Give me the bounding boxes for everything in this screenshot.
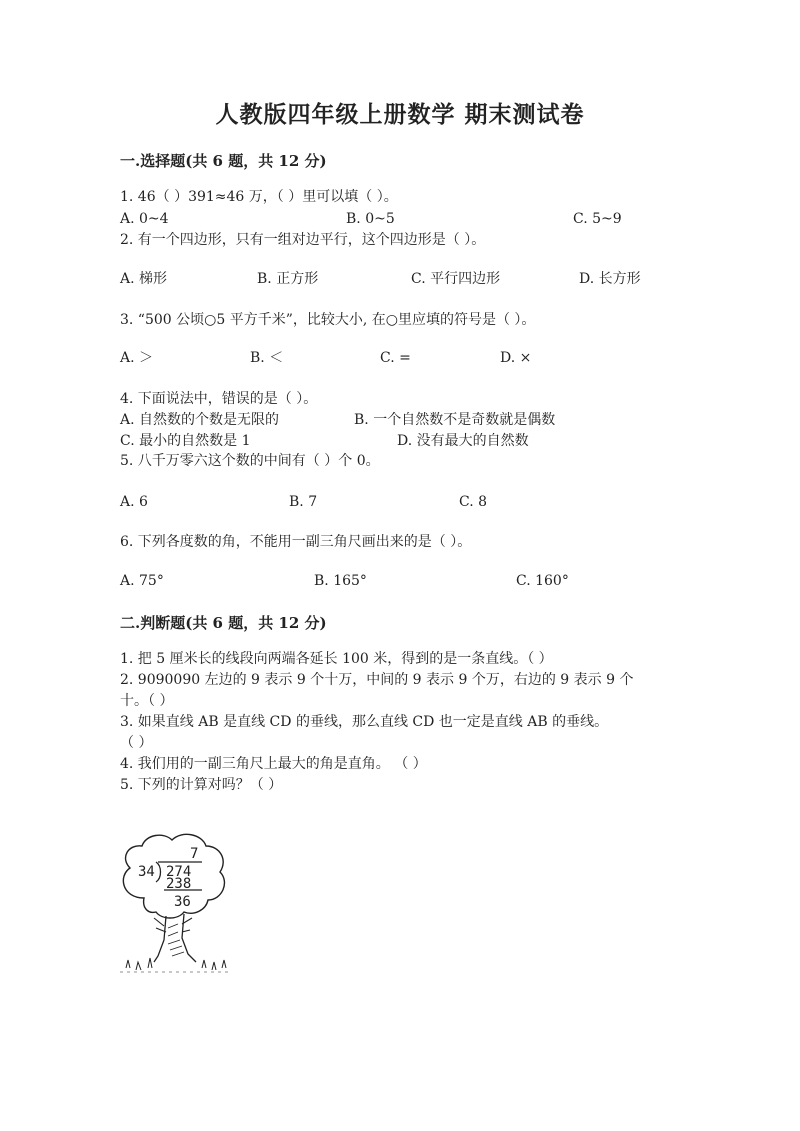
question-3-option-a: A. ＞: [120, 350, 154, 366]
question-6-option-c: C. 160°: [516, 573, 569, 589]
judgement-1: 1. 把 5 厘米长的线段向两端各延长 100 米，得到的是一条直线。（ ）: [120, 651, 553, 667]
question-4-option-c: C. 最小的自然数是 1: [120, 433, 251, 449]
judgement-5: 5. 下列的计算对吗？（ ）: [120, 777, 283, 793]
question-1-option-a: A. 0~4: [120, 211, 169, 227]
question-2-option-d: D. 长方形: [579, 271, 641, 287]
question-5-option-b: B. 7: [289, 494, 318, 510]
division-remainder: 36: [174, 894, 191, 910]
question-3-option-b: B. ＜: [250, 350, 284, 366]
tree-drawing: [112, 828, 236, 984]
question-5-option-a: A. 6: [120, 494, 148, 510]
question-4-option-b: B. 一个自然数不是奇数就是偶数: [354, 412, 556, 428]
question-2-option-c: C. 平行四边形: [411, 271, 501, 287]
section-heading-choice: 一.选择题(共 6 题，共 12 分): [120, 152, 327, 170]
question-1-stem: 1. 46（ ）391≈46 万，（ ）里可以填（ ）。: [120, 189, 398, 205]
judgement-3-line-1: 3. 如果直线 AB 是直线 CD 的垂线，那么直线 CD 也一定是直线 AB 的垂线。: [120, 714, 609, 730]
tree-division-illustration: [112, 828, 236, 984]
question-4-stem: 4. 下面说法中，错误的是（ ）。: [120, 391, 318, 407]
question-6-stem: 6. 下列各度数的角，不能用一副三角尺画出来的是（ ）。: [120, 534, 472, 550]
question-3-stem: 3. “500 公顷○5 平方千米”，比较大小, 在○里应填的符号是（ ）。: [120, 312, 536, 328]
question-4-option-a: A. 自然数的个数是无限的: [120, 412, 280, 428]
question-1-option-c: C. 5~9: [573, 211, 622, 227]
question-3-option-c: C. =: [380, 350, 411, 366]
division-dividend: 274: [166, 864, 192, 880]
judgement-2-line-2: 十。（ ）: [120, 693, 174, 709]
question-2-option-a: A. 梯形: [120, 271, 168, 287]
question-6-option-b: B. 165°: [314, 573, 367, 589]
division-product: 238: [166, 876, 192, 892]
question-2-option-b: B. 正方形: [257, 271, 319, 287]
page-title: 人教版四年级上册数学 期末测试卷: [215, 101, 585, 128]
division-quotient: 7: [190, 846, 199, 862]
judgement-3-line-2: （ ）: [120, 735, 153, 751]
question-6-option-a: A. 75°: [120, 573, 164, 589]
judgement-2-line-1: 2. 9090090 左边的 9 表示 9 个十万，中间的 9 表示 9 个万，右边的 9 表示 9 个: [120, 672, 634, 688]
section-heading-judgement: 二.判断题(共 6 题，共 12 分): [120, 614, 327, 632]
judgement-4: 4. 我们用的一副三角尺上最大的角是直角。 （ ）: [120, 756, 427, 772]
question-5-stem: 5. 八千万零六这个数的中间有（ ）个 0。: [120, 453, 380, 469]
question-3-option-d: D. ×: [500, 350, 532, 366]
division-divisor: 34: [138, 864, 155, 880]
question-4-option-d: D. 没有最大的自然数: [397, 433, 529, 449]
question-2-stem: 2. 有一个四边形，只有一组对边平行，这个四边形是（ ）。: [120, 232, 486, 248]
question-5-option-c: C. 8: [459, 494, 488, 510]
question-1-option-b: B. 0~5: [346, 211, 395, 227]
